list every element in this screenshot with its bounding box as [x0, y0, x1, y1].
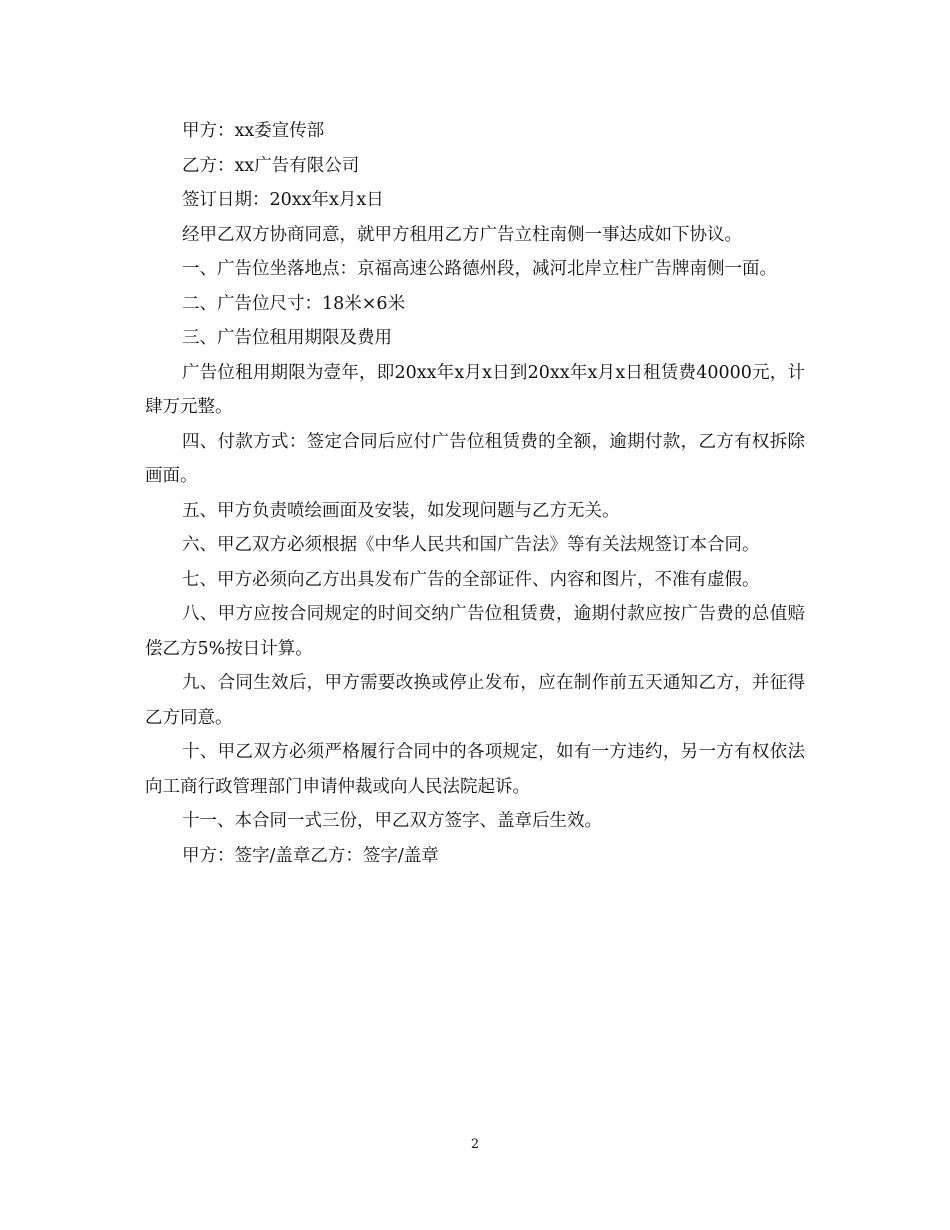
clause-5-installation: 五、甲方负责喷绘画面及安装，如发现问题与乙方无关。 [182, 500, 620, 521]
clause-8-late-payment: 八、甲方应按合同规定的时间交纳广告位租赁费，逾期付款应按广告费的总值赔偿乙方5%按日计算。 [145, 604, 805, 659]
party-a-line: 甲方：xx委宣传部 [182, 121, 325, 141]
clause-2-size: 二、广告位尺寸：18米×6米 [182, 293, 406, 314]
clause-6-law: 六、甲乙双方必须根据《中华人民共和国广告法》等有关法规签订本合同。 [182, 535, 760, 555]
clause-10-breach: 十、甲乙双方必须严格履行合同中的各项规定，如有一方违约，另一方有权依法向工商行政管理部门申请仲裁或向人民法院起诉。 [145, 742, 805, 797]
signature-line: 甲方：签字/盖章乙方：签字/盖章 [182, 845, 439, 866]
clause-4-payment: 四、付款方式：签定合同后应付广告位租赁费的全额，逾期付款，乙方有权拆除画面。 [145, 431, 805, 486]
clause-7-documents: 七、甲方必须向乙方出具发布广告的全部证件、内容和图片，不准有虚假。 [182, 569, 760, 590]
clause-11-copies: 十一、本合同一式三份，甲乙双方签字、盖章后生效。 [182, 811, 602, 831]
contract-body [145, 114, 805, 873]
party-b-line: 乙方：xx广告有限公司 [182, 155, 360, 176]
clause-3-term-fee: 广告位租用期限为壹年，即20xx年x月x日到20xx年x月x日租赁费40000元，计肆万元整。 [145, 362, 805, 417]
clause-3-heading: 三、广告位租用期限及费用 [182, 328, 392, 348]
clause-9-changes: 九、合同生效后，甲方需要改换或停止发布，应在制作前五天通知乙方，并征得乙方同意。 [145, 673, 805, 728]
clause-1-location: 一、广告位坐落地点：京福高速公路德州段，减河北岸立柱广告牌南侧一面。 [182, 259, 777, 279]
agreement-intro: 经甲乙双方协商同意，就甲方租用乙方广告立柱南侧一事达成如下协议。 [182, 224, 742, 245]
signing-date-line: 签订日期：20xx年x月x日 [182, 190, 384, 210]
page-number: 2 [470, 1137, 480, 1152]
